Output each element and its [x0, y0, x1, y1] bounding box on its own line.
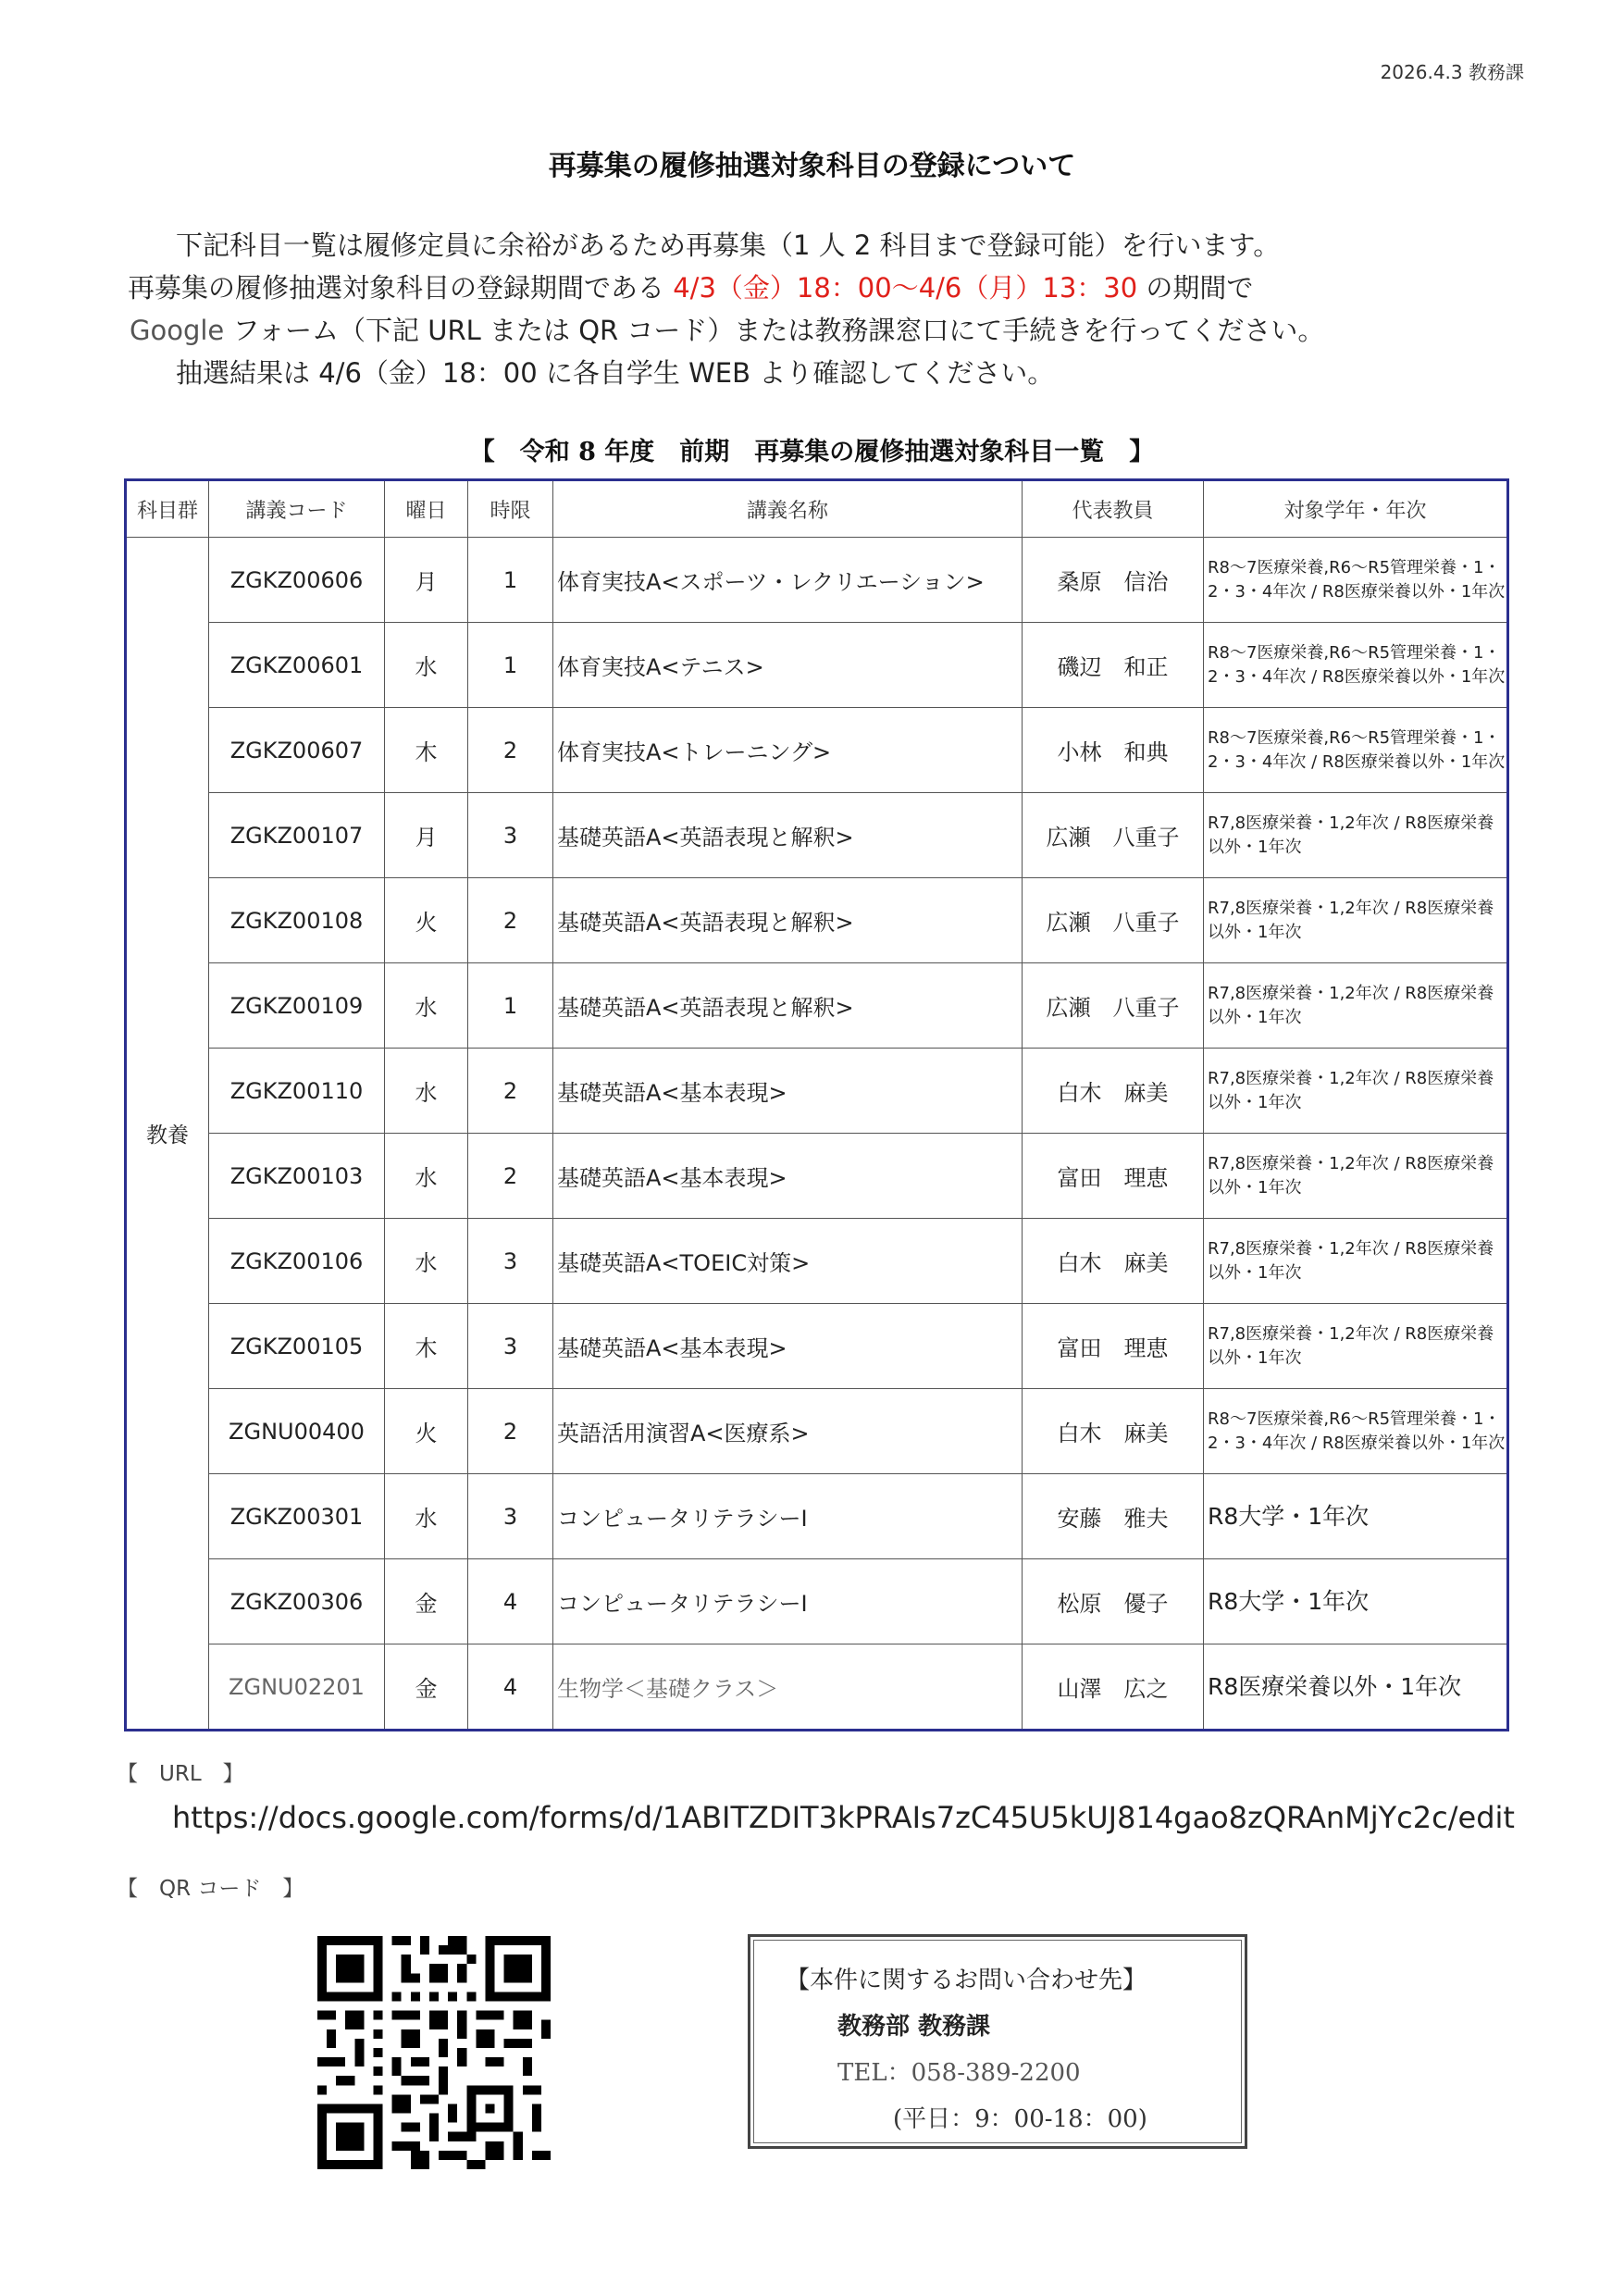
course-name-cell: 英語活用演習A<医療系> [553, 1389, 1023, 1474]
course-name-cell: 基礎英語A<英語表現と解釈> [553, 963, 1023, 1049]
table-header-row [126, 480, 1508, 538]
day-cell: 水 [385, 1049, 468, 1134]
table-row [126, 1219, 1508, 1304]
url-label: 【 URL 】 [117, 1762, 244, 1786]
code-cell: ZGKZ00601 [209, 623, 385, 708]
period-cell: 1 [468, 538, 553, 623]
table-row [126, 1474, 1508, 1559]
header-day: 曜日 [385, 480, 468, 538]
teacher-cell: 広瀬 八重子 [1023, 793, 1204, 878]
group-cell: 教養 [126, 538, 209, 1731]
teacher-cell: 桑原 信治 [1023, 538, 1204, 623]
header-group: 科目群 [126, 480, 209, 538]
code-cell: ZGKZ00606 [209, 538, 385, 623]
teacher-cell: 山澤 広之 [1023, 1644, 1204, 1731]
period-cell: 3 [468, 793, 553, 878]
teacher-cell: 白木 麻美 [1023, 1049, 1204, 1134]
teacher-cell: 広瀬 八重子 [1023, 963, 1204, 1049]
period-cell: 4 [468, 1644, 553, 1731]
qr-label: 【 QR コード 】 [117, 1877, 304, 1901]
header-period: 時限 [468, 480, 553, 538]
table-row [126, 623, 1508, 708]
day-cell: 水 [385, 623, 468, 708]
table-row [126, 1559, 1508, 1644]
course-name-cell: 体育実技A<トレーニング> [553, 708, 1023, 793]
day-cell: 水 [385, 1134, 468, 1219]
period-cell: 1 [468, 623, 553, 708]
header-name: 講義名称 [553, 480, 1023, 538]
contact-box-inner [753, 1940, 1242, 2143]
contact-tel: TEL：058-389-2200 [837, 2059, 1081, 2087]
intro-line-3 [130, 309, 1536, 352]
header-code: 講義コード [209, 480, 385, 538]
intro-line-2-end: の期間で [1137, 272, 1254, 304]
teacher-cell: 磯辺 和正 [1023, 623, 1204, 708]
teacher-cell: 松原 優子 [1023, 1559, 1204, 1644]
course-name-cell: 基礎英語A<英語表現と解釈> [553, 793, 1023, 878]
code-cell: ZGKZ00106 [209, 1219, 385, 1304]
teacher-cell: 白木 麻美 [1023, 1389, 1204, 1474]
code-cell: ZGKZ00108 [209, 878, 385, 963]
intro-line-3-text: フォーム（下記 URL または QR コード）または教務課窓口にて手続きを行ってください。 [224, 315, 1325, 346]
target-cell: R8医療栄養以外・1年次 [1204, 1644, 1508, 1731]
target-cell: R7,8医療栄養・1,2年次 / R8医療栄養以外・1年次 [1204, 1219, 1508, 1304]
target-cell: R7,8医療栄養・1,2年次 / R8医療栄養以外・1年次 [1204, 1049, 1508, 1134]
table-row [126, 1134, 1508, 1219]
target-cell: R8〜7医療栄養,R6〜R5管理栄養・1・2・3・4年次 / R8医療栄養以外・1年次 [1204, 708, 1508, 793]
table-row [126, 1049, 1508, 1134]
course-name-cell: 体育実技A<テニス> [553, 623, 1023, 708]
contact-heading: 【本件に関するお問い合わせ先】 [786, 1967, 1147, 1994]
code-cell: ZGKZ00110 [209, 1049, 385, 1134]
intro-paragraph [130, 224, 1536, 394]
course-name-cell: 基礎英語A<基本表現> [553, 1134, 1023, 1219]
period-cell: 1 [468, 963, 553, 1049]
target-cell: R8〜7医療栄養,R6〜R5管理栄養・1・2・3・4年次 / R8医療栄養以外・1年次 [1204, 538, 1508, 623]
intro-line-2-text: 再募集の履修抽選対象科目の登録期間である [128, 272, 674, 304]
intro-line-4: 抽選結果は 4/6（金）18：00 に各自学生 WEB より確認してください。 [176, 357, 1055, 389]
course-name-cell: 基礎英語A<TOEIC対策> [553, 1219, 1023, 1304]
period-cell: 2 [468, 878, 553, 963]
day-cell: 木 [385, 1304, 468, 1389]
day-cell: 金 [385, 1644, 468, 1731]
period-cell: 3 [468, 1219, 553, 1304]
day-cell: 月 [385, 538, 468, 623]
course-name-cell: 生物学＜基礎クラス＞ [553, 1644, 1023, 1731]
course-name-cell: 体育実技A<スポーツ・レクリエーション> [553, 538, 1023, 623]
code-cell: ZGKZ00301 [209, 1474, 385, 1559]
code-cell: ZGKZ00109 [209, 963, 385, 1049]
period-cell: 3 [468, 1304, 553, 1389]
header-teacher: 代表教員 [1023, 480, 1204, 538]
code-cell: ZGNU02201 [209, 1644, 385, 1731]
target-cell: R8〜7医療栄養,R6〜R5管理栄養・1・2・3・4年次 / R8医療栄養以外・1年次 [1204, 1389, 1508, 1474]
table-row [126, 793, 1508, 878]
target-cell: R8〜7医療栄養,R6〜R5管理栄養・1・2・3・4年次 / R8医療栄養以外・1年次 [1204, 623, 1508, 708]
day-cell: 水 [385, 1474, 468, 1559]
day-cell: 火 [385, 878, 468, 963]
contact-hours: (平日：9：00-18：00) [893, 2105, 1147, 2133]
day-cell: 火 [385, 1389, 468, 1474]
code-cell: ZGKZ00607 [209, 708, 385, 793]
qr-code-icon [317, 1936, 551, 2169]
table-row [126, 538, 1508, 623]
period-cell: 3 [468, 1474, 553, 1559]
target-cell: R8大学・1年次 [1204, 1559, 1508, 1644]
day-cell: 水 [385, 1219, 468, 1304]
teacher-cell: 白木 麻美 [1023, 1219, 1204, 1304]
contact-department: 教務部 教務課 [837, 2013, 991, 2041]
intro-line-1: 下記科目一覧は履修定員に余裕があるため再募集（1 人 2 科目まで登録可能）を行います。 [176, 230, 1281, 261]
course-name-cell: 基礎英語A<基本表現> [553, 1304, 1023, 1389]
table-row [126, 1389, 1508, 1474]
table-row [126, 878, 1508, 963]
code-cell: ZGKZ00105 [209, 1304, 385, 1389]
course-name-cell: コンピュータリテラシーⅠ [553, 1474, 1023, 1559]
target-cell: R7,8医療栄養・1,2年次 / R8医療栄養以外・1年次 [1204, 1304, 1508, 1389]
day-cell: 木 [385, 708, 468, 793]
target-cell: R7,8医療栄養・1,2年次 / R8医療栄養以外・1年次 [1204, 793, 1508, 878]
page-title: 再募集の履修抽選対象科目の登録について [548, 150, 1076, 182]
day-cell: 水 [385, 963, 468, 1049]
teacher-cell: 広瀬 八重子 [1023, 878, 1204, 963]
period-cell: 4 [468, 1559, 553, 1644]
teacher-cell: 小林 和典 [1023, 708, 1204, 793]
target-cell: R8大学・1年次 [1204, 1474, 1508, 1559]
table-row [126, 963, 1508, 1049]
contact-box [748, 1934, 1247, 2149]
target-cell: R7,8医療栄養・1,2年次 / R8医療栄養以外・1年次 [1204, 963, 1508, 1049]
target-cell: R7,8医療栄養・1,2年次 / R8医療栄養以外・1年次 [1204, 878, 1508, 963]
period-cell: 2 [468, 708, 553, 793]
day-cell: 月 [385, 793, 468, 878]
course-table [124, 478, 1509, 1731]
code-cell: ZGNU00400 [209, 1389, 385, 1474]
intro-line-2 [128, 267, 1536, 309]
code-cell: ZGKZ00107 [209, 793, 385, 878]
course-name-cell: 基礎英語A<英語表現と解釈> [553, 878, 1023, 963]
google-word: Google [130, 315, 225, 346]
header-target: 対象学年・年次 [1204, 480, 1508, 538]
document-date: 2026.4.3 教務課 [1380, 61, 1524, 83]
teacher-cell: 富田 理恵 [1023, 1304, 1204, 1389]
course-name-cell: 基礎英語A<基本表現> [553, 1049, 1023, 1134]
registration-period: 4/3（金）18：00〜4/6（月）13：30 [673, 272, 1138, 304]
code-cell: ZGKZ00306 [209, 1559, 385, 1644]
period-cell: 2 [468, 1389, 553, 1474]
code-cell: ZGKZ00103 [209, 1134, 385, 1219]
form-url-link[interactable]: https://docs.google.com/forms/d/1ABITZDIT3kPRAIs7zC45U5kUJ814gao8zQRAnMjYc2c/edit [172, 1800, 1515, 1835]
teacher-cell: 安藤 雅夫 [1023, 1474, 1204, 1559]
table-row [126, 1304, 1508, 1389]
teacher-cell: 富田 理恵 [1023, 1134, 1204, 1219]
target-cell: R7,8医療栄養・1,2年次 / R8医療栄養以外・1年次 [1204, 1134, 1508, 1219]
table-row [126, 1644, 1508, 1731]
period-cell: 2 [468, 1049, 553, 1134]
day-cell: 金 [385, 1559, 468, 1644]
period-cell: 2 [468, 1134, 553, 1219]
table-row [126, 708, 1508, 793]
table-title: 【 令和 8 年度 前期 再募集の履修抽選対象科目一覧 】 [469, 438, 1155, 466]
course-name-cell: コンピュータリテラシーⅠ [553, 1559, 1023, 1644]
